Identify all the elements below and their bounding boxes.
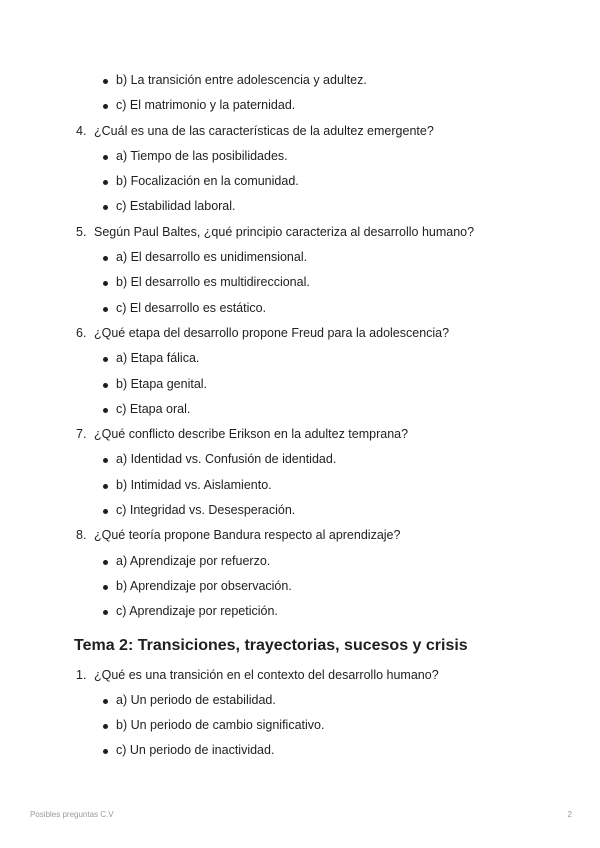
question-item: 6. ¿Qué etapa del desarrollo propone Freud para la adolescencia? bbox=[76, 325, 450, 340]
bullet-icon bbox=[103, 205, 108, 210]
bullet-icon bbox=[103, 357, 108, 362]
option-item: c) Integridad vs. Desesperación. bbox=[0, 498, 600, 523]
question-item: 7. ¿Qué conflicto describe Erikson en la adultez temprana? bbox=[76, 427, 409, 442]
option-item: c) Estabilidad laboral. bbox=[0, 194, 600, 219]
bullet-icon bbox=[103, 383, 108, 388]
option-item: c) Etapa oral. bbox=[0, 397, 600, 422]
option-item: c) Un periodo de inactividad. bbox=[0, 738, 600, 763]
option-item: c) El matrimonio y la paternidad. bbox=[0, 93, 600, 118]
bullet-icon bbox=[103, 256, 108, 261]
bullet-icon bbox=[103, 509, 108, 514]
bullet-icon bbox=[103, 560, 108, 565]
option-item: a) Etapa fálica. bbox=[0, 346, 600, 371]
bullet-icon bbox=[103, 307, 108, 312]
option-item: b) Focalización en la comunidad. bbox=[0, 169, 600, 194]
question-item: 4. ¿Cuál es una de las características de la adultez emergente? bbox=[76, 123, 434, 138]
bullet-icon bbox=[103, 749, 108, 754]
option-item: a) Aprendizaje por refuerzo. bbox=[0, 549, 600, 574]
bullet-icon bbox=[103, 699, 108, 704]
option-item: b) El desarrollo es multidireccional. bbox=[0, 270, 600, 295]
bullet-icon bbox=[103, 104, 108, 109]
option-item: a) Tiempo de las posibilidades. bbox=[0, 144, 600, 169]
page-content bbox=[0, 68, 600, 764]
bullet-icon bbox=[103, 281, 108, 286]
bullet-icon bbox=[103, 155, 108, 160]
bullet-icon bbox=[103, 408, 108, 413]
option-item: a) Un periodo de estabilidad. bbox=[0, 688, 600, 713]
question-item: 8. ¿Qué teoría propone Bandura respecto al aprendizaje? bbox=[76, 528, 401, 543]
option-item: b) La transición entre adolescencia y adultez. bbox=[0, 68, 600, 93]
section-heading: Tema 2: Transiciones, trayectorias, sucesos y crisis bbox=[74, 636, 468, 654]
bullet-icon bbox=[103, 585, 108, 590]
option-item: c) Aprendizaje por repetición. bbox=[0, 599, 600, 624]
option-item: b) Intimidad vs. Aislamiento. bbox=[0, 473, 600, 498]
bullet-icon bbox=[103, 610, 108, 615]
bullet-icon bbox=[103, 180, 108, 185]
option-item: b) Aprendizaje por observación. bbox=[0, 574, 600, 599]
option-item: a) El desarrollo es unidimensional. bbox=[0, 245, 600, 270]
question-item: 5. Según Paul Baltes, ¿qué principio caracteriza al desarrollo humano? bbox=[76, 224, 475, 239]
option-item: b) Un periodo de cambio significativo. bbox=[0, 713, 600, 738]
option-item: c) El desarrollo es estático. bbox=[0, 296, 600, 321]
bullet-icon bbox=[103, 458, 108, 463]
footer-page-number: 2 bbox=[567, 810, 572, 819]
question-item: 1. ¿Qué es una transición en el contexto del desarrollo humano? bbox=[76, 667, 439, 682]
bullet-icon bbox=[103, 79, 108, 84]
bullet-icon bbox=[103, 484, 108, 489]
bullet-icon bbox=[103, 724, 108, 729]
option-item: b) Etapa genital. bbox=[0, 372, 600, 397]
footer-document-title: Posibles preguntas C.V bbox=[30, 810, 114, 819]
option-item: a) Identidad vs. Confusión de identidad. bbox=[0, 447, 600, 472]
